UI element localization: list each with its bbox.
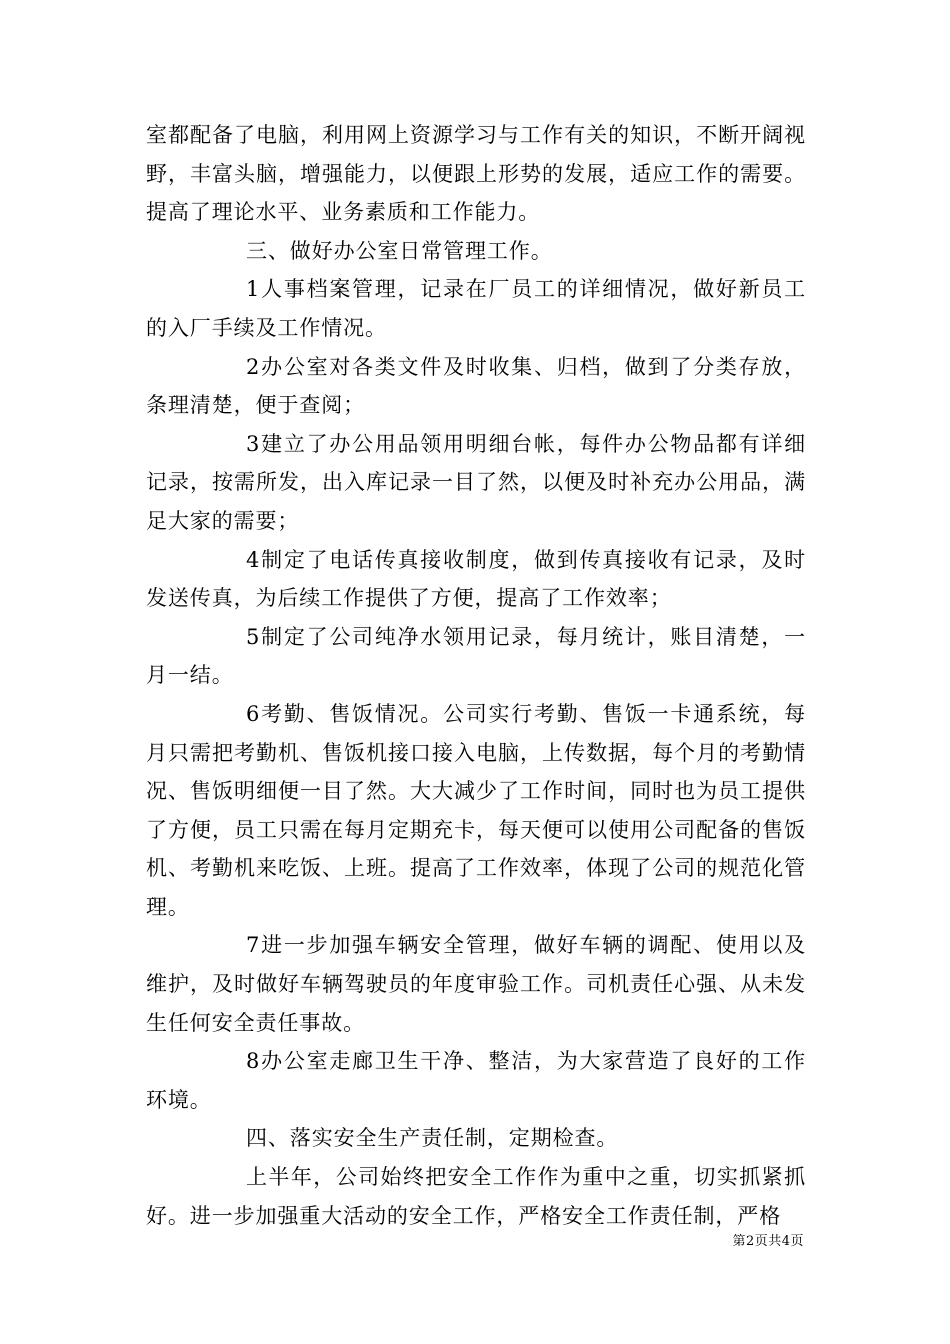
paragraph-item-3: 3建立了办公用品领用明细台帐，每件办公物品都有详细记录，按需所发，出入库记录一目了然，以便及时补充办公用品，满足大家的需要； [146, 431, 806, 533]
page-number: 第2页共4页 [732, 1234, 804, 1249]
paragraph-section-4-body: 上半年，公司始终把安全工作作为重中之重，切实抓紧抓好。进一步加强重大活动的安全工作，严格安全工作责任制，严格 [146, 1165, 806, 1228]
paragraph-item-7: 7进一步加强车辆安全管理，做好车辆的调配、使用以及维护，及时做好车辆驾驶员的年度审验工作。司机责任心强、从未发生任何安全责任事故。 [146, 933, 806, 1035]
paragraph-item-1: 1人事档案管理，记录在厂员工的详细情况，做好新员工的入厂手续及工作情况。 [146, 277, 806, 340]
section-heading-4: 四、落实安全生产责任制，定期检查。 [246, 1126, 619, 1151]
paragraph-item-5: 5制定了公司纯净水领用记录，每月统计，账目清楚，一月一结。 [146, 624, 806, 688]
paragraph-item-4: 4制定了电话传真接收制度，做到传真接收有记录，及时发送传真，为后续工作提供了方便，提高了工作效率； [146, 547, 806, 611]
section-heading-3: 三、做好办公室日常管理工作。 [246, 238, 553, 263]
paragraph-item-6: 6考勤、售饭情况。公司实行考勤、售饭一卡通系统，每月只需把考勤机、售饭机接口接入电脑，上传数据，每个月的考勤情况、售饭明细便一目了然。大大减少了工作时间，同时也为员工提供了方便，员工只需在每月定期充卡，每天便可以使用公司配备的售饭机、考勤机来吃饭、上班。提高了工作效率，体现了公司的规范化管理。 [146, 701, 806, 919]
paragraph-continuation: 室都配备了电脑，利用网上资源学习与工作有关的知识，不断开阔视野，丰富头脑，增强能力，以便跟上形势的发展，适应工作的需要。提高了理论水平、业务素质和工作能力。 [146, 123, 806, 225]
paragraph-item-8: 8办公室走廊卫生干净、整洁，为大家营造了良好的工作环境。 [146, 1049, 806, 1112]
document-body [146, 116, 806, 1235]
paragraph-item-2: 2办公室对各类文件及时收集、归档，做到了分类存放，条理清楚，便于查阅； [146, 354, 806, 418]
